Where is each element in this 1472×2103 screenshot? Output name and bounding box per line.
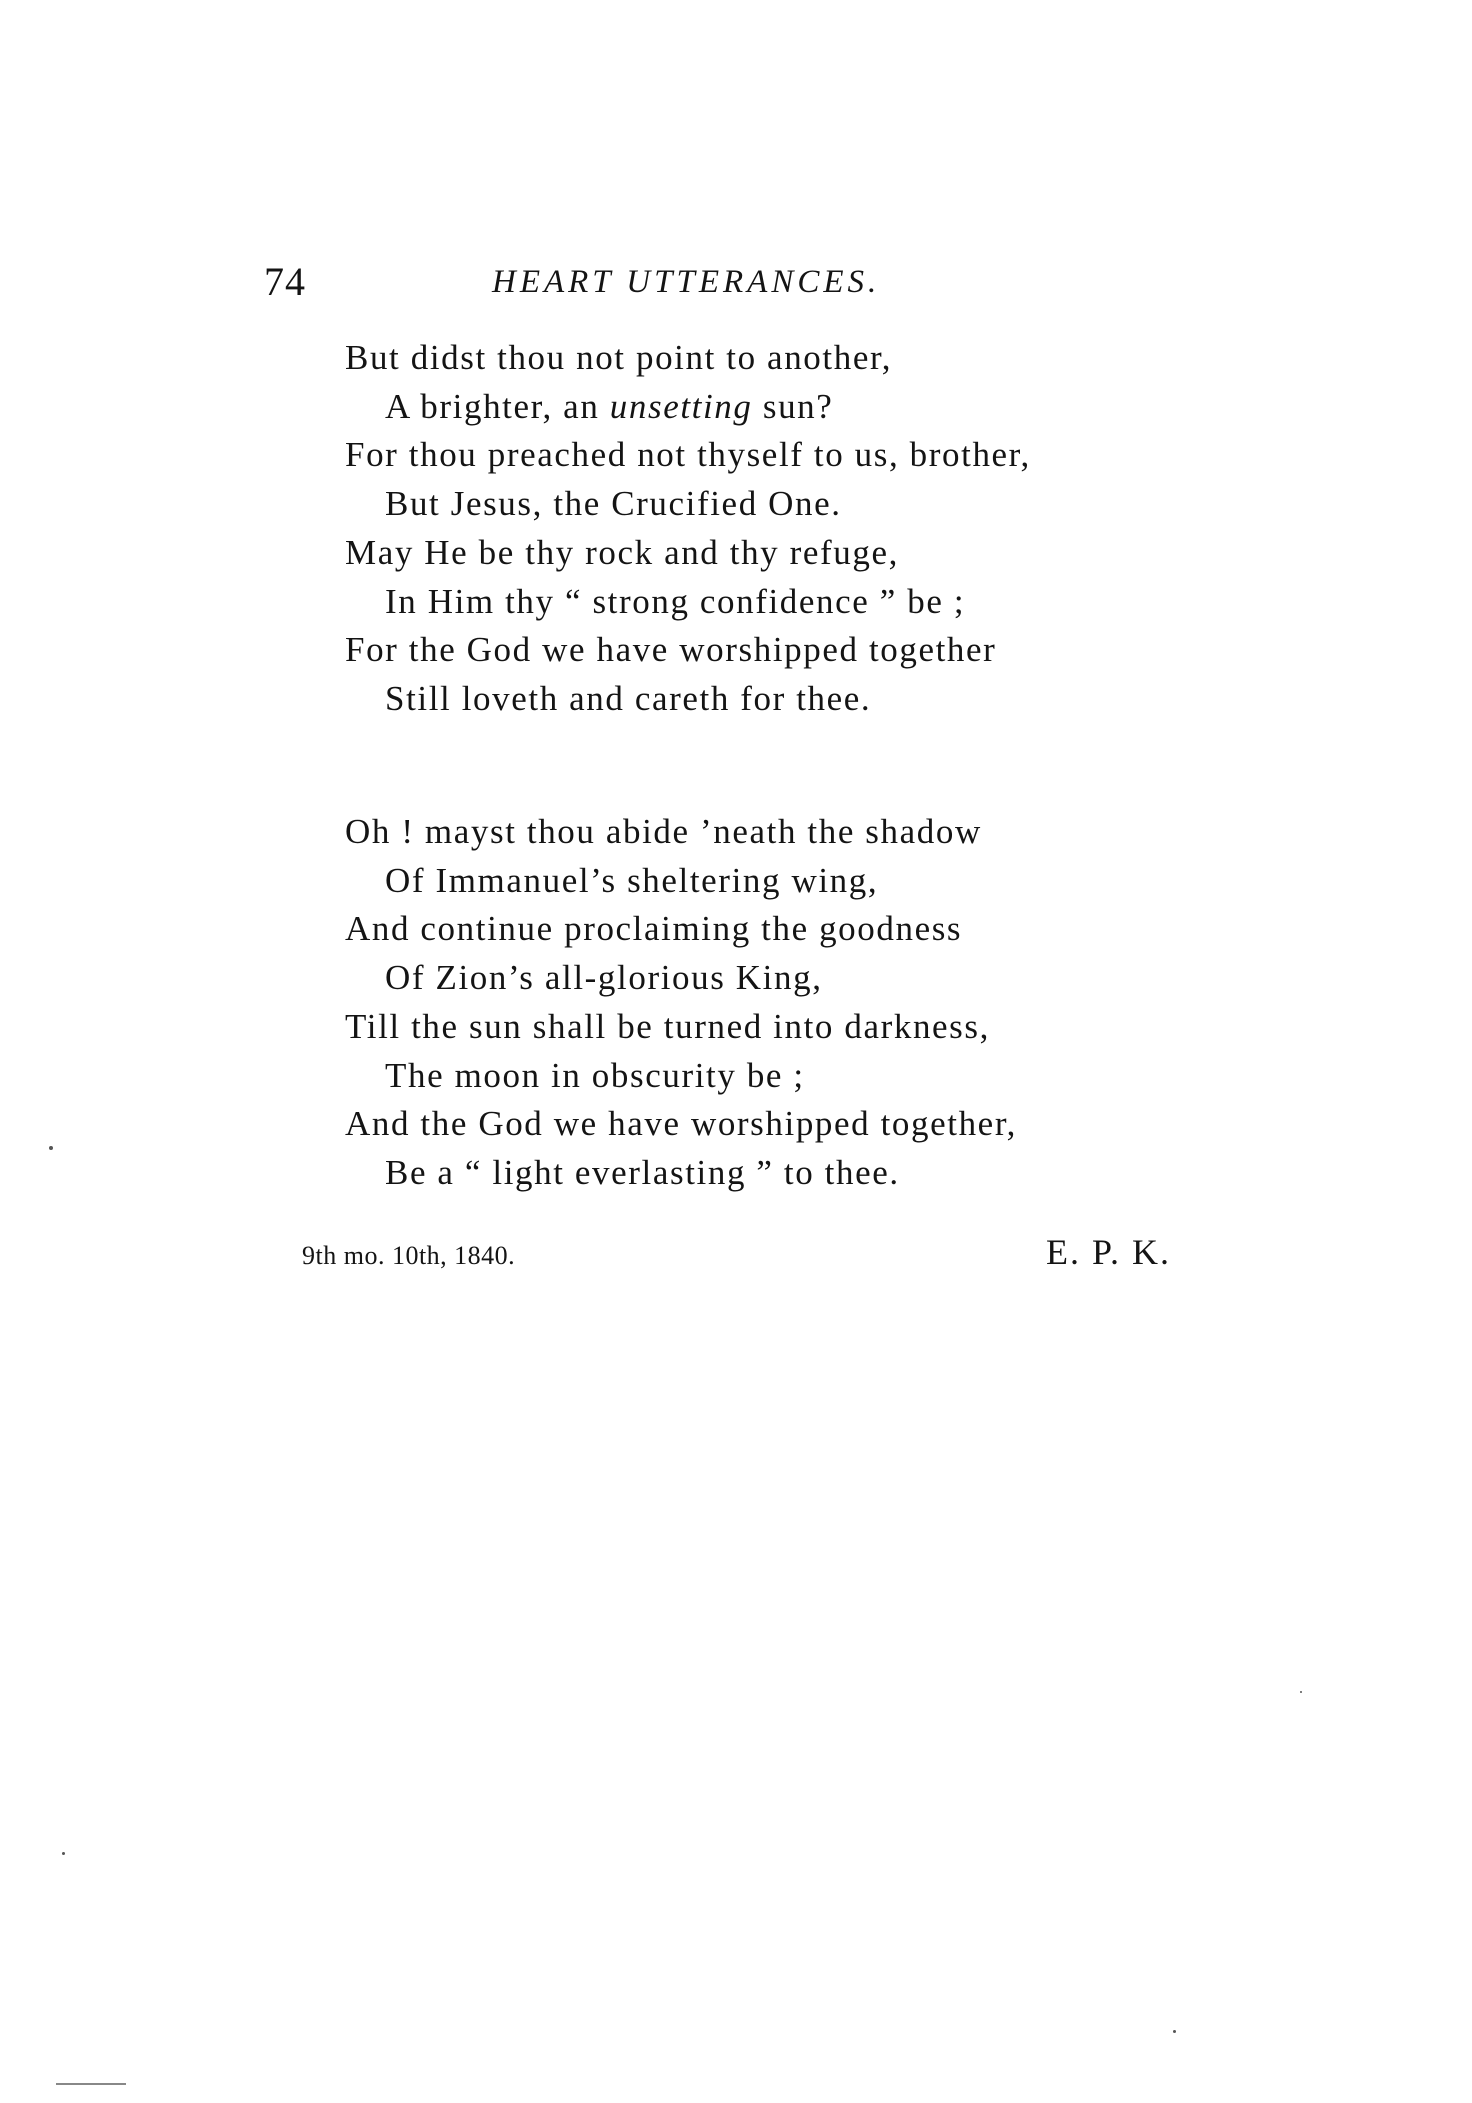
poem-line: The moon in obscurity be ;: [385, 1055, 805, 1095]
poem-line: And the God we have worshipped together,: [345, 1104, 1018, 1144]
date-line: 9th mo. 10th, 1840.: [302, 1241, 516, 1270]
poem-line-prefix: A brighter, an: [385, 386, 610, 426]
poem-stanza-2: [345, 808, 1245, 1198]
poem-line: For thou preached not thyself to us, brother,: [345, 435, 1031, 475]
poem-line: Be a “ light everlasting ” to thee.: [385, 1152, 900, 1192]
page-number: 74: [264, 259, 306, 304]
poem-line-emphasis: [345, 383, 1245, 432]
poem-line: In Him thy “ strong confidence ” be ;: [385, 581, 966, 621]
poem-line: Of Immanuel’s sheltering wing,: [385, 860, 879, 900]
poem-line: Oh ! mayst thou abide ’neath the shadow: [345, 812, 982, 851]
poem-line: But Jesus, the Crucified One.: [385, 484, 842, 524]
poem-line: Of Zion’s all-glorious King,: [385, 958, 823, 998]
poem-stanza-1: [345, 334, 1245, 724]
scan-speck: [49, 1146, 53, 1150]
scan-speck: [1173, 2030, 1176, 2033]
poem-line: And continue proclaiming the goodness: [345, 909, 963, 949]
scan-speck: [62, 1852, 65, 1855]
poem-line: But didst thou not point to another,: [345, 338, 893, 377]
poem-line: Still loveth and careth for thee.: [385, 678, 872, 718]
author-initials: E. P. K.: [1046, 1232, 1172, 1272]
scan-speck: [1300, 1691, 1302, 1693]
poem-line: Till the sun shall be turned into darkness,: [345, 1006, 990, 1046]
running-title: HEART UTTERANCES.: [492, 264, 881, 300]
poem-line: For the God we have worshipped together: [345, 630, 997, 670]
emphasized-word: unsetting: [609, 386, 753, 426]
poem-line: May He be thy rock and thy refuge,: [345, 532, 899, 572]
scan-edge-mark: [56, 2083, 126, 2085]
poem-line-suffix: sun?: [752, 386, 834, 426]
